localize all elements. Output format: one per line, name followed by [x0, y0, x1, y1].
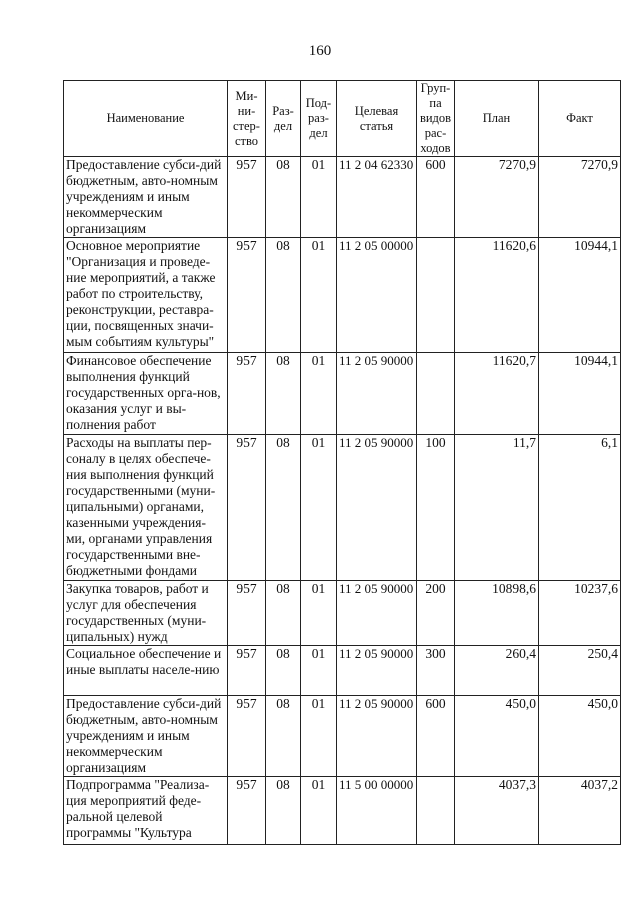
row-section: 08	[266, 777, 301, 845]
row-subsection: 01	[301, 435, 337, 581]
header-article: Целевая статья	[337, 81, 417, 157]
header-row	[64, 81, 621, 157]
header-group: Груп- па видов рас- ходов	[417, 81, 455, 157]
row-ministry: 957	[228, 353, 266, 435]
row-ministry: 957	[228, 435, 266, 581]
row-name: Социальное обеспечение и иные выплаты населе-нию	[64, 646, 228, 696]
header-fact: Факт	[539, 81, 621, 157]
header-ministry: Ми- ни- стер- ство	[228, 81, 266, 157]
row-subsection: 01	[301, 777, 337, 845]
table-row	[64, 238, 621, 353]
row-name: Финансовое обеспечение выполнения функций государственных орга-нов, оказания услуг и вы-полнения работ	[64, 353, 228, 435]
row-fact: 250,4	[539, 646, 621, 696]
row-article: 11 5 00 00000	[337, 777, 417, 845]
row-subsection: 01	[301, 581, 337, 646]
row-plan: 4037,3	[455, 777, 539, 845]
row-subsection: 01	[301, 696, 337, 777]
row-plan: 450,0	[455, 696, 539, 777]
row-ministry: 957	[228, 238, 266, 353]
row-group: 600	[417, 696, 455, 777]
row-plan: 11,7	[455, 435, 539, 581]
row-ministry: 957	[228, 696, 266, 777]
row-fact: 450,0	[539, 696, 621, 777]
row-article: 11 2 05 90000	[337, 353, 417, 435]
row-plan: 7270,9	[455, 157, 539, 238]
table-row	[64, 646, 621, 696]
row-name: Расходы на выплаты пер-соналу в целях обеспече-ния выполнения функций государственными (муни-ципальными) органами, казенными учреждения-ми, органами управления государственными вне-бюджетными фондами	[64, 435, 228, 581]
header-plan: План	[455, 81, 539, 157]
row-article: 11 2 05 90000	[337, 435, 417, 581]
row-name: Закупка товаров, работ и услуг для обеспечения государственных (муни-ципальных) нужд	[64, 581, 228, 646]
row-article: 11 2 04 62330	[337, 157, 417, 238]
row-group: 100	[417, 435, 455, 581]
row-section: 08	[266, 238, 301, 353]
row-fact: 6,1	[539, 435, 621, 581]
row-section: 08	[266, 696, 301, 777]
table-row	[64, 157, 621, 238]
row-group	[417, 777, 455, 845]
page-number: 160	[308, 43, 332, 59]
row-article: 11 2 05 90000	[337, 696, 417, 777]
row-name: Подпрограмма "Реализа-ция мероприятий феде-ральной целевой программы "Культура	[64, 777, 228, 845]
budget-table	[63, 80, 621, 845]
row-article: 11 2 05 90000	[337, 581, 417, 646]
header-section: Раз- дел	[266, 81, 301, 157]
row-ministry: 957	[228, 777, 266, 845]
row-fact: 4037,2	[539, 777, 621, 845]
row-section: 08	[266, 435, 301, 581]
table-row	[64, 581, 621, 646]
row-article: 11 2 05 00000	[337, 238, 417, 353]
row-group	[417, 353, 455, 435]
row-plan: 11620,7	[455, 353, 539, 435]
row-ministry: 957	[228, 646, 266, 696]
row-fact: 10944,1	[539, 238, 621, 353]
row-name: Основное мероприятие "Организация и проведе-ние мероприятий, а также работ по строительству, реконструкции, реставра-ции, посвященных значи-мым событиям культуры"	[64, 238, 228, 353]
row-ministry: 957	[228, 581, 266, 646]
row-name: Предоставление субси-дий бюджетным, авто-номным учреждениям и иным некоммерческим организациям	[64, 696, 228, 777]
row-group: 300	[417, 646, 455, 696]
header-name: Наименование	[64, 81, 228, 157]
row-section: 08	[266, 157, 301, 238]
table-row	[64, 435, 621, 581]
table-row	[64, 696, 621, 777]
row-plan: 10898,6	[455, 581, 539, 646]
row-name: Предоставление субси-дий бюджетным, авто-номным учреждениям и иным некоммерческим организациям	[64, 157, 228, 238]
row-subsection: 01	[301, 238, 337, 353]
row-fact: 10944,1	[539, 353, 621, 435]
row-section: 08	[266, 581, 301, 646]
row-plan: 260,4	[455, 646, 539, 696]
header-subsection: Под- раз- дел	[301, 81, 337, 157]
row-fact: 7270,9	[539, 157, 621, 238]
row-subsection: 01	[301, 157, 337, 238]
row-subsection: 01	[301, 646, 337, 696]
table-row	[64, 353, 621, 435]
row-section: 08	[266, 646, 301, 696]
row-section: 08	[266, 353, 301, 435]
row-plan: 11620,6	[455, 238, 539, 353]
row-article: 11 2 05 90000	[337, 646, 417, 696]
row-group: 200	[417, 581, 455, 646]
row-ministry: 957	[228, 157, 266, 238]
row-subsection: 01	[301, 353, 337, 435]
row-group	[417, 238, 455, 353]
row-fact: 10237,6	[539, 581, 621, 646]
table-row	[64, 777, 621, 845]
row-group: 600	[417, 157, 455, 238]
